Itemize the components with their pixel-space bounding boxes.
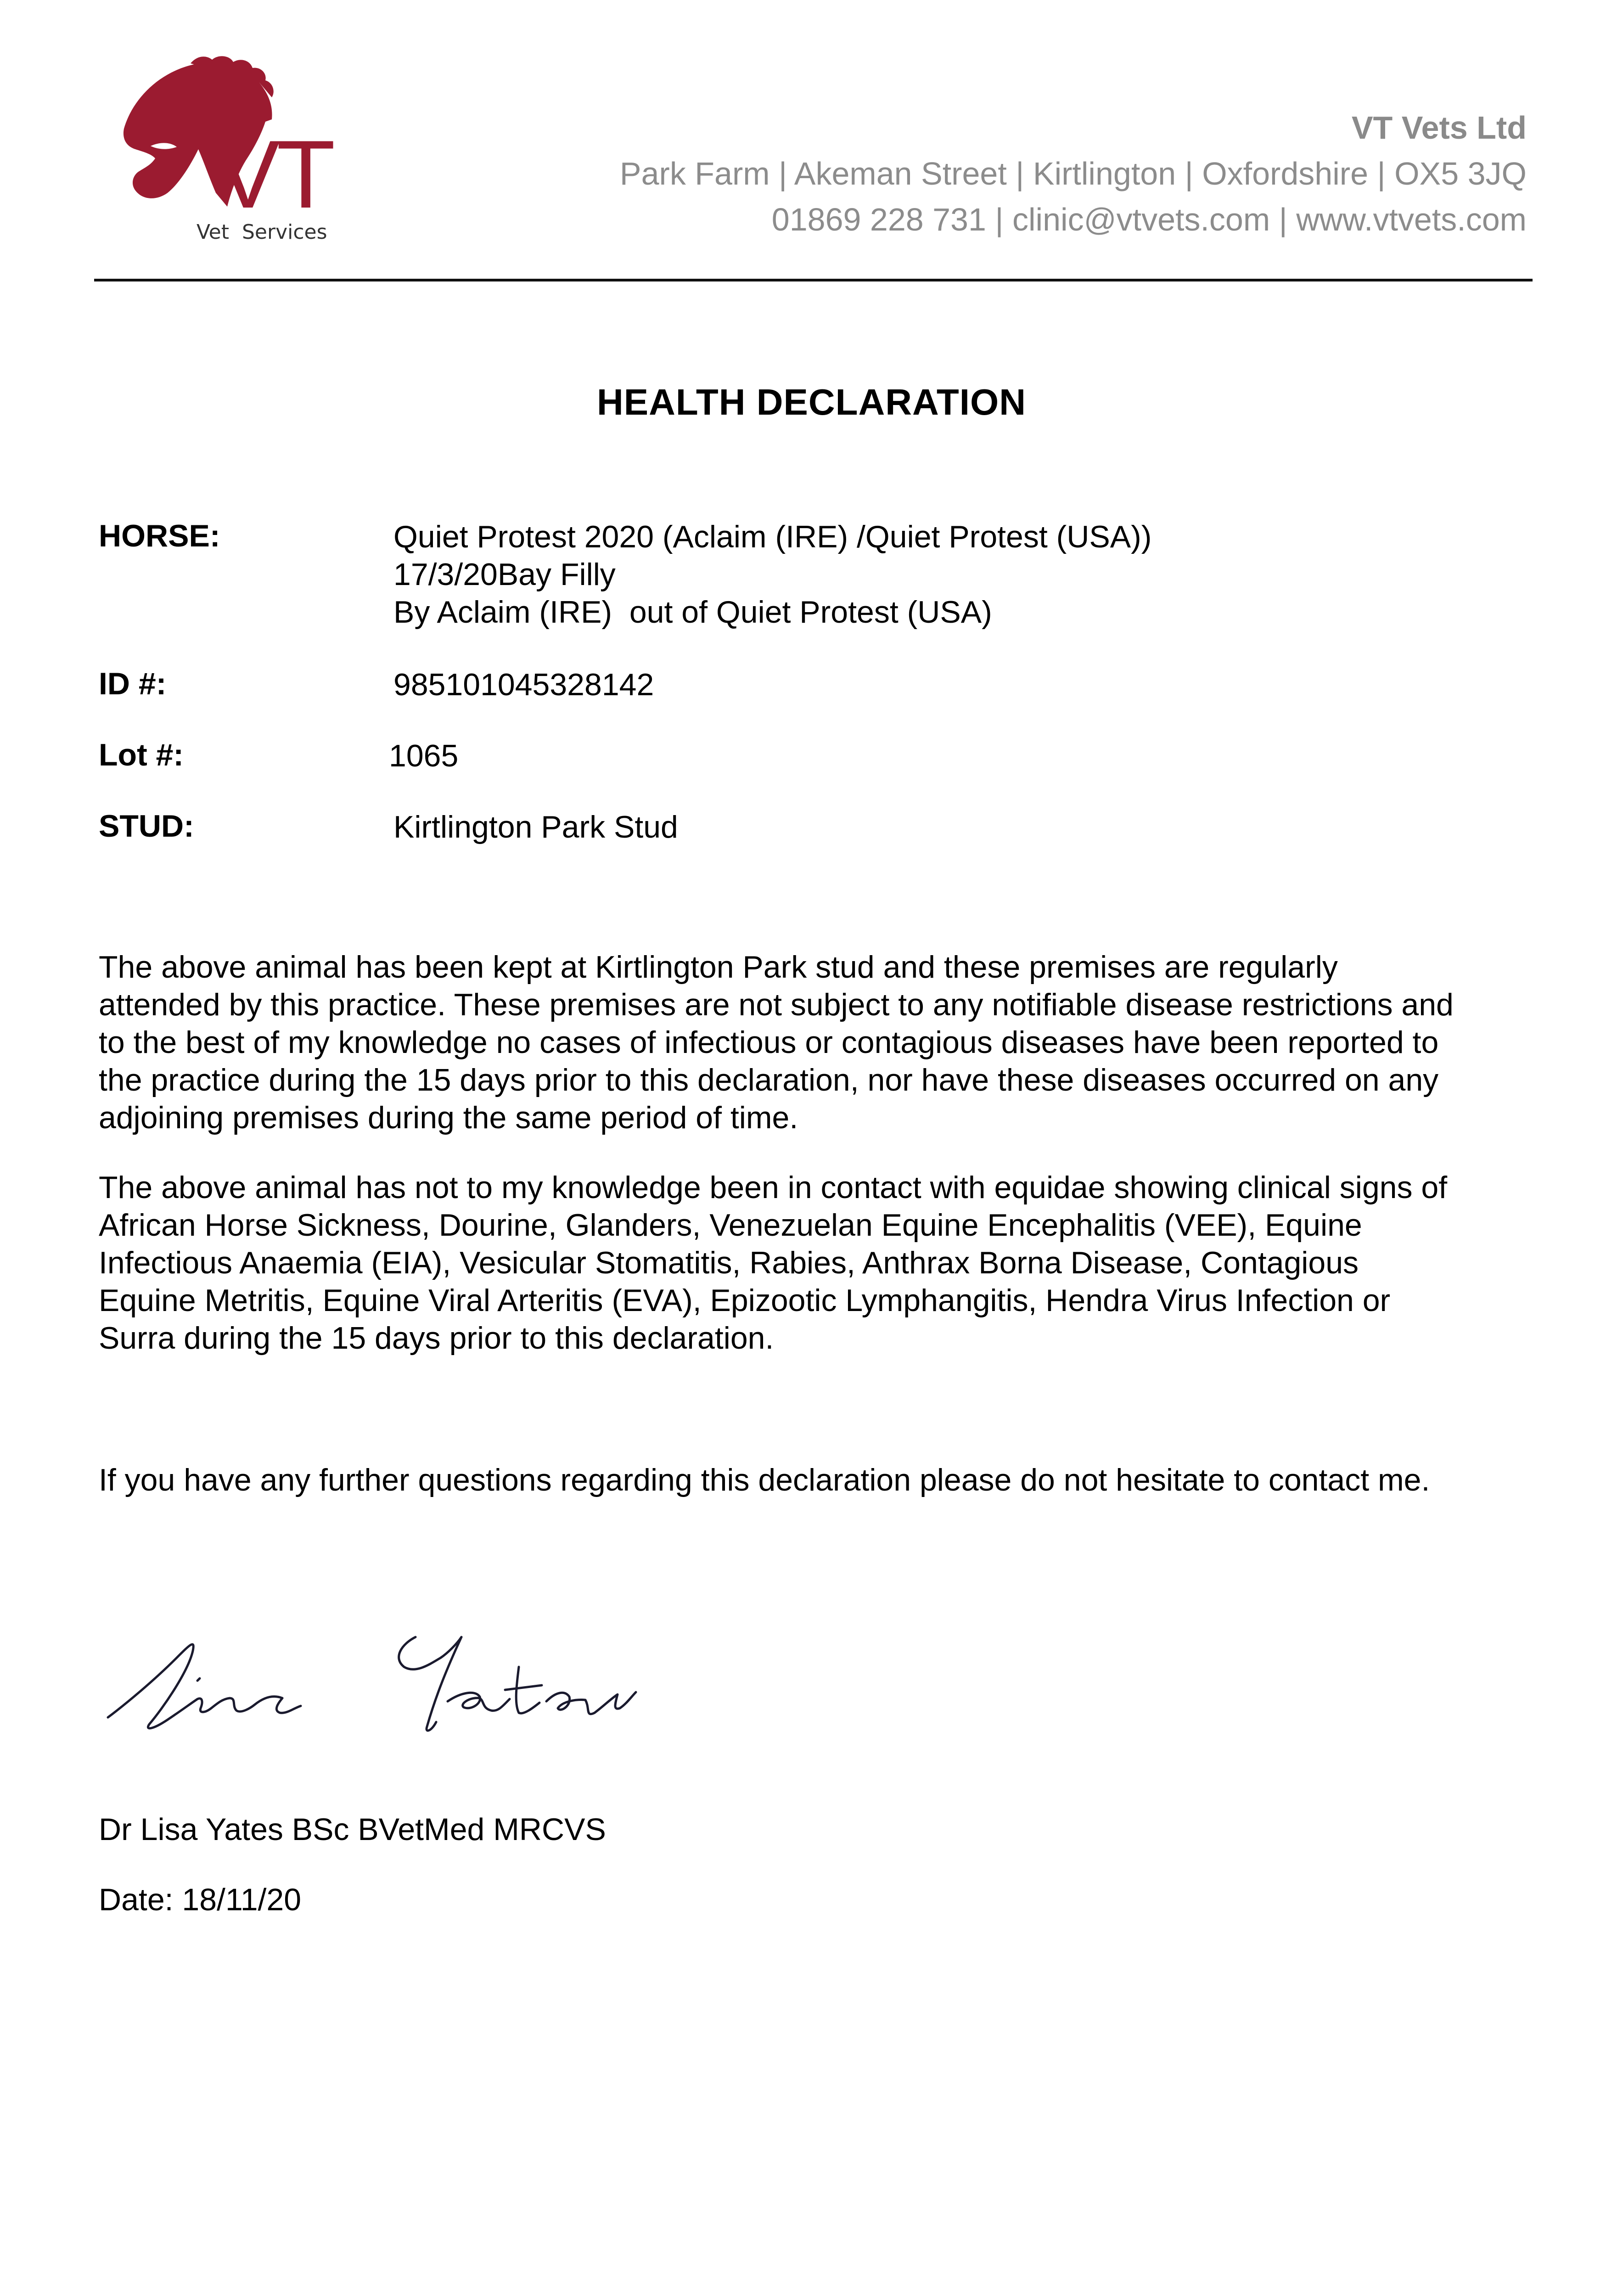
id-value: 985101045328142: [393, 667, 654, 702]
signatory-name: Dr Lisa Yates BSc BVetMed MRCVS: [99, 1812, 606, 1847]
paragraph-line: Infectious Anaemia (EIA), Vesicular Stomatitis, Rabies, Anthrax Borna Disease, Contagious: [99, 1245, 1359, 1280]
letterhead: [620, 105, 1527, 242]
vt-vet-services-logo: [92, 55, 367, 248]
horse-label: HORSE:: [99, 518, 220, 553]
horse-details: [393, 518, 1151, 631]
paragraph-line: African Horse Sickness, Dourine, Glanders, Venezuelan Equine Encephalitis (VEE), Equine: [99, 1208, 1362, 1243]
document-title: HEALTH DECLARATION: [597, 382, 1026, 422]
stud-label: STUD:: [99, 809, 194, 844]
paragraph-line: to the best of my knowledge no cases of infectious or contagious diseases have been reported to: [99, 1025, 1439, 1060]
paragraph-line: Surra during the 15 days prior to this declaration.: [99, 1321, 774, 1356]
horse-birth-line: 17/3/20Bay Filly: [393, 557, 616, 592]
handwritten-signature: [99, 1616, 714, 1754]
paragraph-line: The above animal has been kept at Kirtlington Park stud and these premises are regularly: [99, 950, 1338, 985]
paragraph-line: The above animal has not to my knowledge been in contact with equidae showing clinical signs of: [99, 1170, 1448, 1205]
company-contact: 01869 228 731 | clinic@vtvets.com | www.vtvets.com: [771, 202, 1527, 237]
paragraph-line: attended by this practice. These premises are not subject to any notifiable disease restrictions and: [99, 987, 1454, 1022]
paragraph-line: Equine Metritis, Equine Viral Arteritis (EVA), Epizootic Lymphangitis, Hendra Virus Infection or: [99, 1283, 1391, 1318]
contact-paragraph: If you have any further questions regarding this declaration please do not hesitate to contact me.: [99, 1463, 1430, 1497]
declaration-date: Date: 18/11/20: [99, 1882, 302, 1917]
paragraph-line: the practice during the 15 days prior to this declaration, nor have these diseases occurred on any: [99, 1063, 1439, 1097]
logo-subtitle: Vet Services: [197, 220, 327, 244]
lot-value: 1065: [389, 738, 459, 773]
header-divider: [94, 279, 1533, 281]
logo-text: VT: [216, 120, 332, 228]
lot-label: Lot #:: [99, 737, 184, 772]
company-address: Park Farm | Akeman Street | Kirtlington | Oxfordshire | OX5 3JQ: [619, 156, 1527, 191]
horse-name-line: Quiet Protest 2020 (Aclaim (IRE) /Quiet Protest (USA)): [393, 519, 1152, 554]
declaration-paragraph-1: [99, 948, 1540, 1137]
declaration-paragraph-2: [99, 1169, 1540, 1357]
company-name: VT Vets Ltd: [1351, 110, 1527, 146]
id-label: ID #:: [99, 666, 167, 701]
paragraph-line: adjoining premises during the same period of time.: [99, 1100, 798, 1135]
stud-value: Kirtlington Park Stud: [393, 810, 678, 844]
horse-pedigree-line: By Aclaim (IRE) out of Quiet Protest (USA): [393, 595, 992, 630]
